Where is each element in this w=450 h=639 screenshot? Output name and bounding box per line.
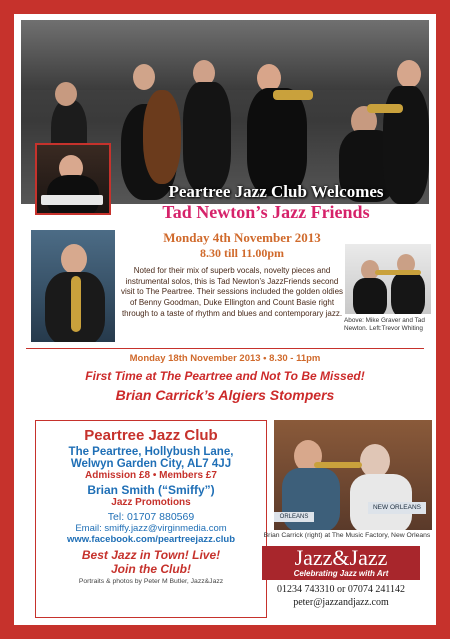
club-slogan1: Best Jazz in Town! Live! <box>81 548 221 562</box>
logo-tagline: Celebrating Jazz with Art <box>293 569 389 578</box>
event1-description: Noted for their mix of superb vocals, novelty pieces and instrumental solos, this is Tad Newton’s JazzFriends second visit to The Peartree. Their sessions included the golden oldies of Benny Goodman, Duke Ellington and Count Basie right through to a taste of rhythm and blues and contemporary jazz. <box>120 266 344 318</box>
contact-phones: 01234 743310 or 07074 241142 <box>277 584 405 595</box>
contact-email[interactable]: peter@jazzandjazz.com <box>293 596 389 608</box>
title-overlay: Peartree Jazz Club Welcomes <box>168 182 384 201</box>
club-address-line1: The Peartree, Hollybush Lane, <box>68 446 234 458</box>
photo-caption-bottom: Brian Carrick (right) at The Music Factory, New Orleans <box>263 532 431 539</box>
contact-info <box>262 584 420 609</box>
trombone-photo <box>345 244 431 314</box>
event2-tagline: First Time at The Peartree and Not To Be Missed! <box>85 369 365 383</box>
club-slogan2: Join the Club! <box>111 562 191 576</box>
trumpet-photo <box>274 420 432 530</box>
headline: Tad Newton’s Jazz Friends <box>162 202 370 222</box>
event1-time: 8.30 till 11.00pm <box>199 246 284 260</box>
event2-band: Brian Carrick’s Algiers Stompers <box>115 387 335 403</box>
poster <box>14 14 436 625</box>
event1-date: Monday 4th November 2013 <box>163 230 321 245</box>
club-admission: Admission £8 • Members £7 <box>85 470 217 481</box>
club-tel[interactable]: Tel: 01707 880569 <box>107 511 195 523</box>
photo-caption-top: Above: Mike Graver and Tad Newton. Left:Trevor Whiting <box>344 317 425 332</box>
club-website[interactable]: www.facebook.com/peartreejazz.club <box>66 534 236 545</box>
jazzandjazz-logo <box>262 546 420 580</box>
divider-top <box>26 348 424 349</box>
club-info-box <box>35 420 267 618</box>
event2-date: Monday 18th November 2013 • 8.30 - 11pm <box>129 353 321 364</box>
saxophonist-photo <box>31 230 115 342</box>
club-promoter: Brian Smith (“Smiffy”) <box>87 483 215 497</box>
logo-name: Jazz&Jazz <box>294 545 388 570</box>
sign-new-orleans: NEW ORLEANS <box>368 502 426 514</box>
sign-orleans: ORLEANS <box>274 512 314 522</box>
club-name: Peartree Jazz Club <box>84 427 218 444</box>
club-email[interactable]: Email: smiffy.jazz@virginmedia.com <box>75 523 227 534</box>
club-address-line2: Welwyn Garden City, AL7 4JJ <box>70 458 232 470</box>
photo-credit: Portraits & photos by Peter M Butler, Jazz&Jazz <box>78 578 224 585</box>
club-promo: Jazz Promotions <box>111 497 191 508</box>
